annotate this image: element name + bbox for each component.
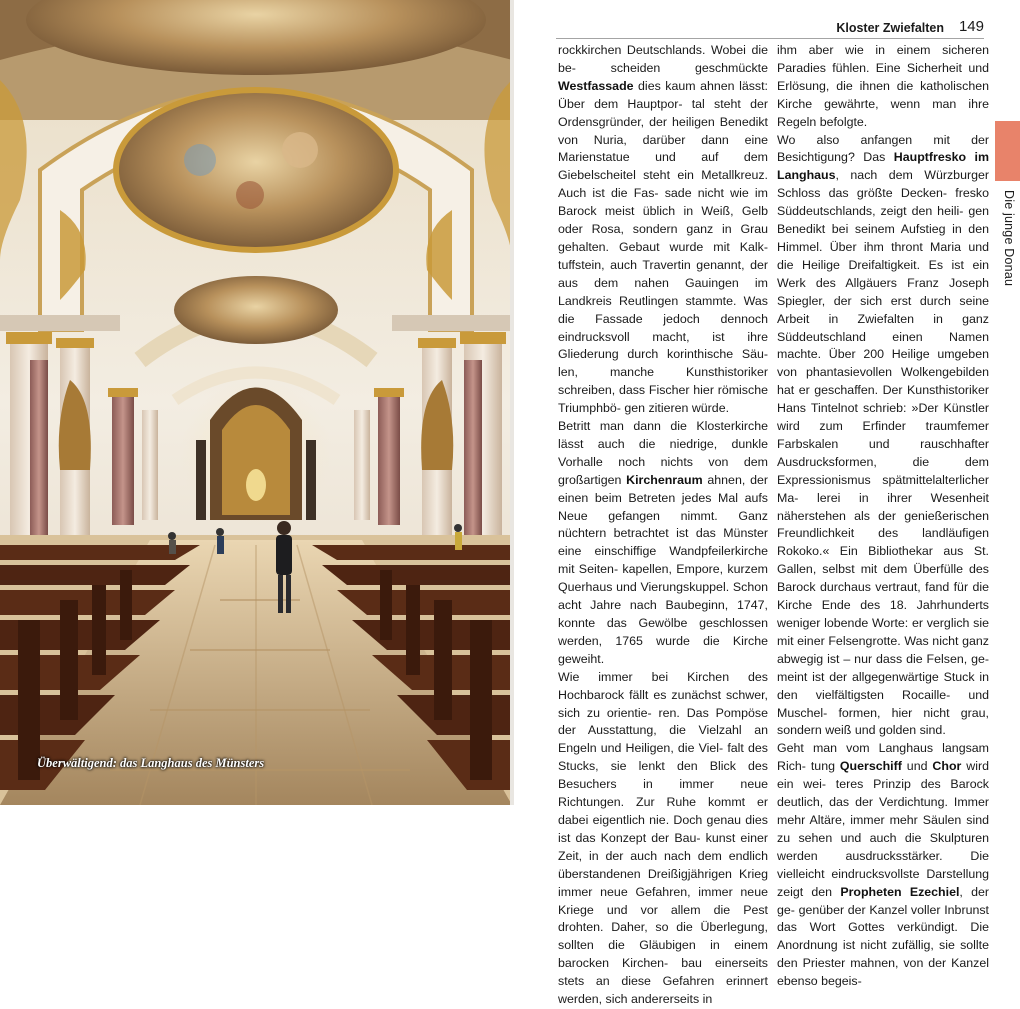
photo-caption: Überwältigend: das Langhaus des Münsters — [37, 756, 265, 770]
paragraph-kirchenraum: Betritt man dann die Klosterkirche lässt auch die niedrige, dunkle Vorhalle noch nichts von dem großartigen Kirchenraum ahnen, der einen beim Betreten jedes Mal aufs Neue gefangen nimmt. Ganz nüchtern betrachtet ist das Münster eine einschiffige Wandpfeilerkirche mit Seiten- kapellen, Empore, kurzem Querhaus und Vierungskuppel. Schon acht Jahre nach Baubeginn, 1747, konnte das Gewölbe geschlossen werden, 1765 wurde die Kirche geweiht. — [558, 419, 769, 666]
paragraph-hauptfresko: Wo also anfangen mit der Besichtigung? Das Hauptfresko im Langhaus, nach dem Würzburger Schloss das größte Decken- fresko Süddeutschlands, zeigt den heili- gen Benedikt bei seinem Aufstieg in den Himmel. Über ihm thront Maria und die Heilige Dreifaltigkeit. Es ist ein Werk des Allgäuers Franz Joseph Spiegler, der sich erst durch seine Arbeit in Zwiefalten in ganz Süddeutschland einen Namen machte. Über 200 Heilige umgeben von phantasievollen Wolkengebilden hat er geschaffen. Der Kunsthistoriker Hans Tintelnot schrieb: »Der Künstler wird zum Erfinder traumfemer Farbskalen und rauschhafter Ausdrucksformen, die dem Expressionismus spätmittelalterlicher Ma- lerei in ihrer Wesenheit näherstehen als der genießerischen Freundlichkeit des landläufigen Rokoko.« Ein Bibliothekar aus St. Gallen, selbst mit dem Überfülle des Barock durchaus vertraut, fand für die Kirche Ende des 18. Jahrhunderts weniger lobende Worte: er verglich sie mit einer Felsengrotte. Was nicht ganz abwegig ist – nur dass die Felsen, ge- meint ist der allgegenwärtige Stuck in den vielfältigsten Rocaille- und Muschel- formen, hier nicht grau, sondern weiß und golden sind. — [777, 132, 989, 738]
running-header: Kloster Zwiefalten — [836, 21, 944, 35]
paragraph-querschiff: Geht man vom Langhaus langsam Rich- tung Querschiff und Chor wird ein wei- teres Prinzip des Barock deutlich, das der Verdichtung. Immer mehr Altäre, immer mehr Säulen sind zu sehen und auch die Skulpturen werden ausdrucksstärker. Die vielleicht eindrucksvollste Darstellung zeigt den Propheten Ezechiel, der ge- genüber der Kanzel voller Inbrunst das Wort Gottes verkündigt. Die Anordnung ist nicht zufällig, sie sollte den Priester mahnen, von der Kanzel ebenso begeis- — [777, 741, 989, 989]
church-interior-photo — [0, 0, 512, 805]
text-column-right — [777, 42, 989, 991]
paragraph-facade: rockkirchen Deutschlands. Wobei die be- scheiden geschmückte Westfassade dies kaum ahnen lässt: Über dem Hauptpor- tal steht der Ordensgründer, der heiligen Benedikt von Nuria, darüber dann eine Marienstatue und auf dem Giebelscheitel steht ein Metallkreuz. Auch ist die Fas- sade nicht wie im Barock meist üblich in Weiß, Gelb oder Rosa, sondern ganz in Grau gehalten. Gebaut wurde mit Kalk- tuffstein, auch Travertin genannt, der aus dem nahen Gauingen im Landkreis Reutlingen stammte. Was die Fassade jedoch dennoch eindrucksvoll macht, ist ihre Gliederung durch korinthische Säu- len, manche Kunsthistoriker schreiben, dass Fischer hier römische Triumphbö- gen zitieren würde. — [558, 43, 768, 416]
text-page — [514, 0, 1020, 1007]
section-tab-marker — [995, 121, 1020, 181]
paragraph-paradies: ihm aber wie in einem sicheren Paradies fühlen. Eine Sicherheit und Erlösung, die ihnen die katholischen Kirche gewährte, wenn man ihre Regeln befolgte. — [777, 43, 989, 129]
nave-illustration — [0, 0, 512, 805]
text-column-left — [558, 42, 768, 1009]
paragraph-hochbarock: Wie immer bei Kirchen des Hochbarock fällt es zunächst schwer, sich zu orientie- ren. Das Pompöse der Ausstattung, die Vielzahl an Engeln und Heiligen, die Viel- falt des Stucks, sie lenkt den Blick des Besuchers in immer neue Richtungen. Zur Ruhe kommt er dabei eigentlich nie. Doch genau dies ist das Konzept der Bau- kunst einer Zeit, in der auch nach dem endlich überstandenen Dreißigjährigen Krieg immer neue Gefahren, immer neue Kriege und vor allem die Pest drohten. Daher, so die Überlegung, sollten die Gläubigen in einem barocken Kirchen- bau einerseits stets an diese Gefahren erinnert werden, sich andererseits in — [558, 669, 768, 1007]
section-tab-label: Die junge Donau — [1002, 190, 1016, 287]
header-rule — [556, 38, 984, 39]
page-number: 149 — [958, 18, 984, 35]
